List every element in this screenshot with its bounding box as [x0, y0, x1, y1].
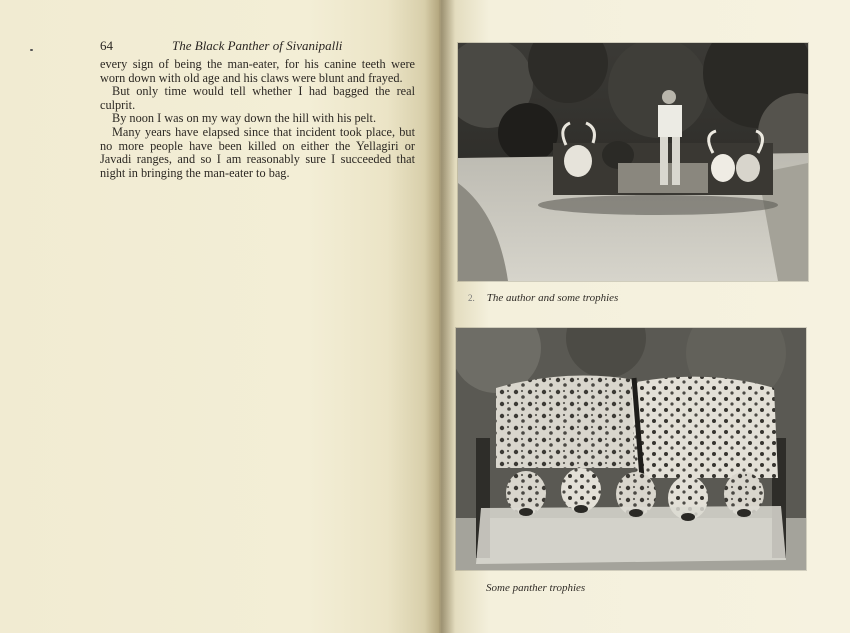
photo-panther-skins	[456, 328, 806, 570]
paragraph: every sign of being the man-eater, for his canine teeth were worn down with old age and his claws were blunt and frayed.	[100, 57, 415, 85]
page-number: 64	[100, 38, 113, 53]
paragraph: Many years have elapsed since that incident took place, but no more people have been killed on either the Yellagiri or Javadi ranges, and so I am reasonably sure I succeeded that night in bringing the man-eater to bag.	[100, 124, 415, 180]
ink-speck	[30, 49, 33, 51]
book-gutter	[425, 0, 455, 633]
paragraph: By noon I was on my way down the hill with his pelt.	[112, 111, 377, 126]
running-title: The Black Panther of Sivanipalli	[172, 38, 343, 53]
paragraph: But only time would tell whether I had bagged the real culprit.	[100, 84, 415, 112]
plate-number: 2.	[468, 293, 475, 303]
photo-panther-image	[456, 328, 806, 570]
running-head	[100, 38, 420, 56]
caption-bottom: Some panther trophies	[486, 582, 586, 594]
body-text	[100, 58, 415, 180]
photo-author-with-trophies	[458, 43, 808, 281]
caption-top	[468, 292, 618, 304]
caption-top-text: The author and some trophies	[486, 292, 619, 304]
photo-author-image	[458, 43, 808, 281]
